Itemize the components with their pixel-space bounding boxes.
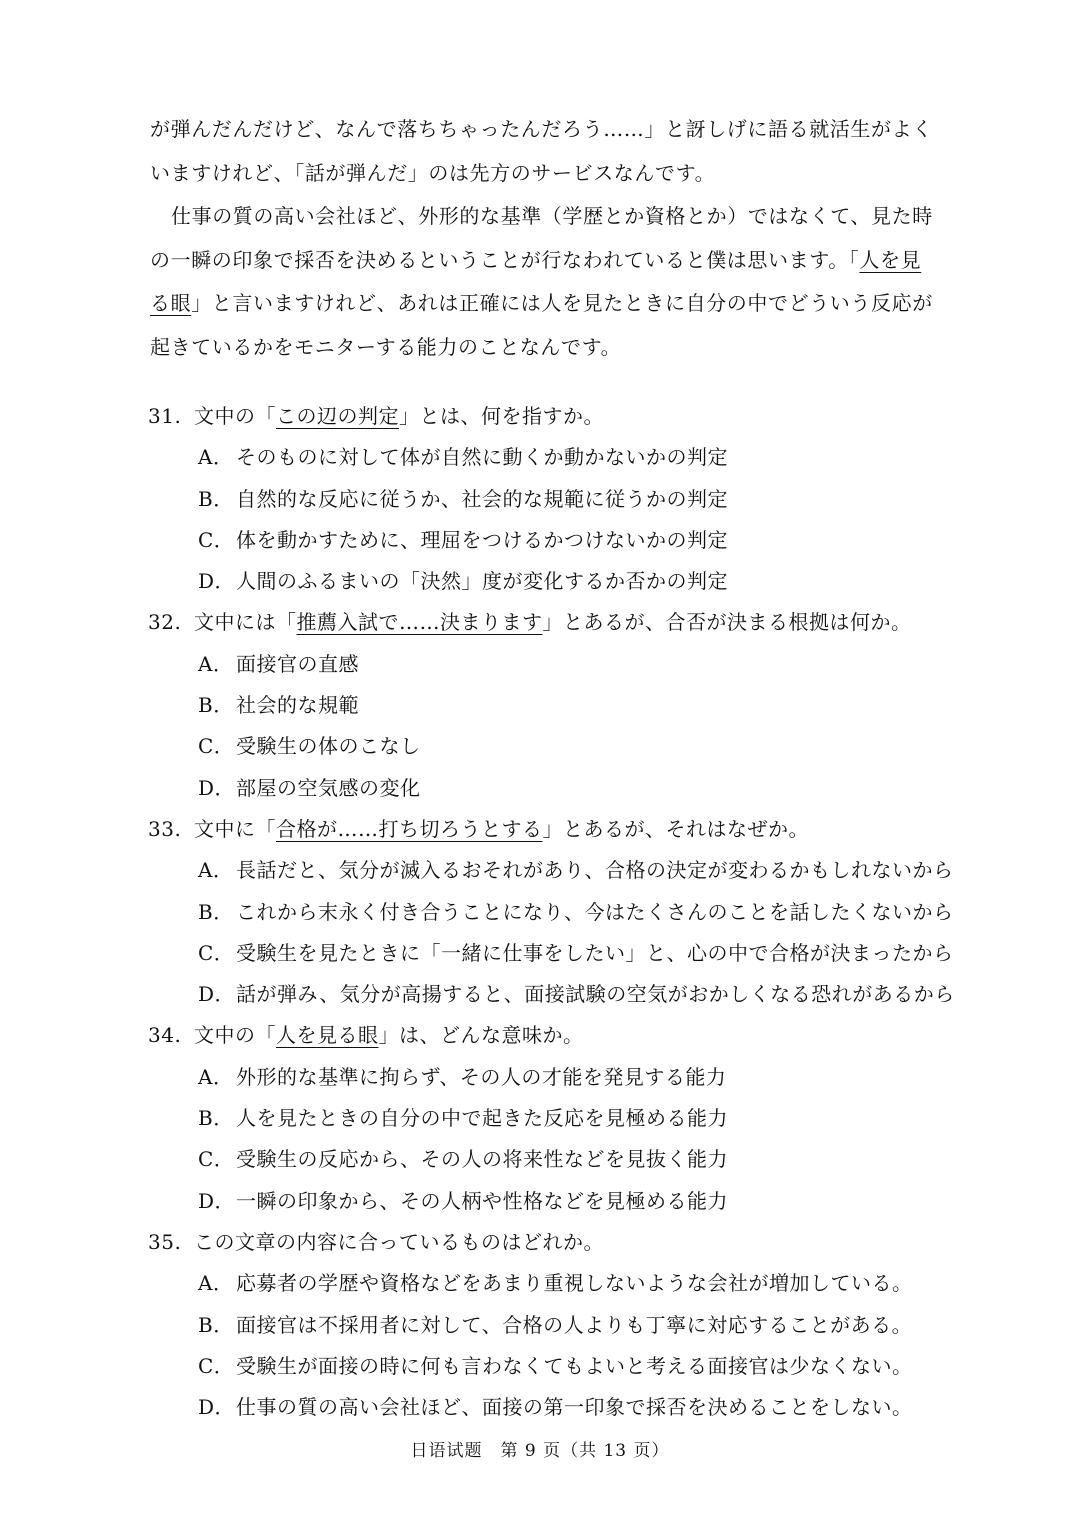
option-text: そのものに対して体が自然に動くか動かないかの判定	[236, 445, 728, 470]
question-number: 33.	[148, 816, 182, 841]
option-text: 自然的な反応に従うか、社会的な規範に従うかの判定	[236, 486, 728, 511]
underlined-phrase: 人を見	[859, 247, 922, 272]
option-text: 部屋の空気感の変化	[236, 775, 421, 800]
option-text: 応募者の学歴や資格などをあまり重視しないような会社が増加している。	[236, 1271, 913, 1296]
option-32-b	[148, 685, 988, 726]
option-text: 面接官の直感	[236, 651, 359, 676]
option-33-b	[148, 892, 988, 933]
question-text: 」とは、何を指すか。	[399, 404, 604, 428]
option-text: 話が弾み、気分が高揚すると、面接試験の空気がおかしくなる恐れがあるから	[236, 982, 955, 1007]
option-label: A．	[198, 858, 234, 883]
passage-text: 」と言いますけれど、あれは正確には人を見たときに自分の中でどういう反応が	[191, 291, 933, 315]
passage-line	[150, 239, 982, 283]
underlined-phrase: る眼	[150, 291, 192, 315]
option-label: D．	[198, 982, 236, 1007]
option-text: 受験生の体のこなし	[236, 734, 421, 759]
option-text: 外形的な基準に拘らず、その人の才能を発見する能力	[236, 1064, 727, 1089]
option-35-a	[148, 1263, 988, 1304]
option-label: B．	[198, 899, 234, 924]
question-text: 文中には「	[194, 610, 297, 635]
underlined-phrase: この辺の判定	[276, 404, 399, 428]
question-33	[148, 809, 988, 850]
option-label: D．	[198, 569, 236, 594]
question-text: この文章の内容に合っているものはどれか。	[194, 1229, 604, 1254]
underlined-phrase: 推薦入試で……決まります	[296, 610, 543, 635]
option-label: D．	[198, 775, 236, 800]
question-text: 文中の「	[194, 404, 276, 428]
option-label: B．	[198, 693, 234, 718]
option-label: C．	[198, 940, 235, 965]
option-32-d	[148, 768, 988, 809]
option-text: 仕事の質の高い会社ほど、面接の第一印象で採否を決めることをしない。	[236, 1395, 913, 1420]
option-label: B．	[198, 1312, 234, 1337]
option-32-a	[148, 644, 988, 685]
option-31-a	[148, 437, 988, 478]
option-text: 受験生を見たときに「一緒に仕事をしたい」と、心の中で合格が決まったから	[236, 940, 954, 965]
option-35-c	[148, 1346, 988, 1387]
option-label: C．	[198, 1353, 235, 1378]
option-33-a	[148, 850, 988, 891]
question-text: 文中の「	[194, 1023, 276, 1048]
passage-line: 起きているかをモニターする能力のことなんです。	[150, 334, 622, 359]
option-label: A．	[198, 1271, 234, 1296]
option-label: C．	[198, 527, 235, 552]
option-34-a	[148, 1057, 988, 1098]
option-35-b	[148, 1305, 988, 1346]
option-34-c	[148, 1139, 988, 1180]
question-text: 」は、どんな意味か。	[378, 1023, 584, 1048]
reading-passage	[150, 108, 982, 369]
option-32-c	[148, 726, 988, 767]
option-label: A．	[198, 1064, 234, 1089]
option-text: 人間のふるまいの「決然」度が変化するか否かの判定	[236, 569, 728, 594]
option-label: A．	[198, 445, 234, 470]
option-label: C．	[198, 1147, 235, 1172]
option-text: 受験生が面接の時に何も言わなくてもよいと考える面接官は少なくない。	[236, 1353, 913, 1378]
question-list	[148, 396, 988, 1428]
option-31-b	[148, 479, 988, 520]
question-number: 35.	[148, 1229, 182, 1254]
option-text: 社会的な規範	[236, 693, 359, 718]
underlined-phrase: 合格が……打ち切ろうとする	[276, 816, 543, 841]
option-text: 面接官は不採用者に対して、合格の人よりも丁寧に対応することがある。	[236, 1312, 913, 1337]
passage-line: 仕事の質の高い会社ほど、外形的な基準（学歴とか資格とか）ではなくて、見た時	[171, 204, 933, 228]
option-text: 受験生の反応から、その人の将来性などを見抜く能力	[236, 1147, 728, 1172]
option-text: 人を見たときの自分の中で起きた反応を見極める能力	[236, 1106, 728, 1131]
option-label: A．	[198, 651, 234, 676]
option-34-d	[148, 1181, 988, 1222]
question-number: 34.	[148, 1023, 182, 1048]
passage-text: の一瞬の印象で採否を決めるということが行なわれていると僕は思います。「	[150, 247, 860, 272]
option-text: 体を動かすために、理屈をつけるかつけないかの判定	[236, 527, 728, 552]
question-text: 」とあるが、それはなぜか。	[542, 816, 809, 841]
underlined-phrase: 人を見る眼	[276, 1023, 379, 1048]
passage-line: いますけれど、「話が弾んだ」のは先方のサービスなんです。	[150, 160, 716, 185]
page-footer: 日语试题 第 9 页（共 13 页）	[410, 1441, 670, 1461]
question-35	[148, 1222, 988, 1263]
question-34	[148, 1015, 988, 1056]
option-33-c	[148, 933, 988, 974]
option-33-d	[148, 974, 988, 1015]
option-34-b	[148, 1098, 988, 1139]
option-31-d	[148, 561, 988, 602]
option-label: C．	[198, 734, 235, 759]
question-number: 32.	[148, 610, 182, 635]
option-label: D．	[198, 1188, 236, 1213]
passage-line: が弾んだんだけど、なんで落ちちゃったんだろう……」と訝しげに語る就活生がよく	[150, 117, 933, 141]
question-text: 」とあるが、合否が決まる根拠は何か。	[542, 610, 912, 635]
passage-line	[150, 282, 982, 326]
option-label: D．	[198, 1395, 236, 1420]
option-label: B．	[198, 486, 234, 511]
option-text: 長話だと、気分が滅入るおそれがあり、合格の決定が変わるかもしれないから	[236, 858, 954, 883]
option-text: これから末永く付き合うことになり、今はたくさんのことを話したくないから	[236, 899, 954, 924]
question-32	[148, 602, 988, 643]
question-number: 31.	[148, 404, 182, 428]
question-text: 文中に「	[194, 816, 276, 841]
option-text: 一瞬の印象から、その人柄や性格などを見極める能力	[236, 1188, 728, 1213]
option-31-c	[148, 520, 988, 561]
question-31	[148, 396, 988, 437]
option-35-d	[148, 1387, 988, 1428]
option-label: B．	[198, 1106, 234, 1131]
